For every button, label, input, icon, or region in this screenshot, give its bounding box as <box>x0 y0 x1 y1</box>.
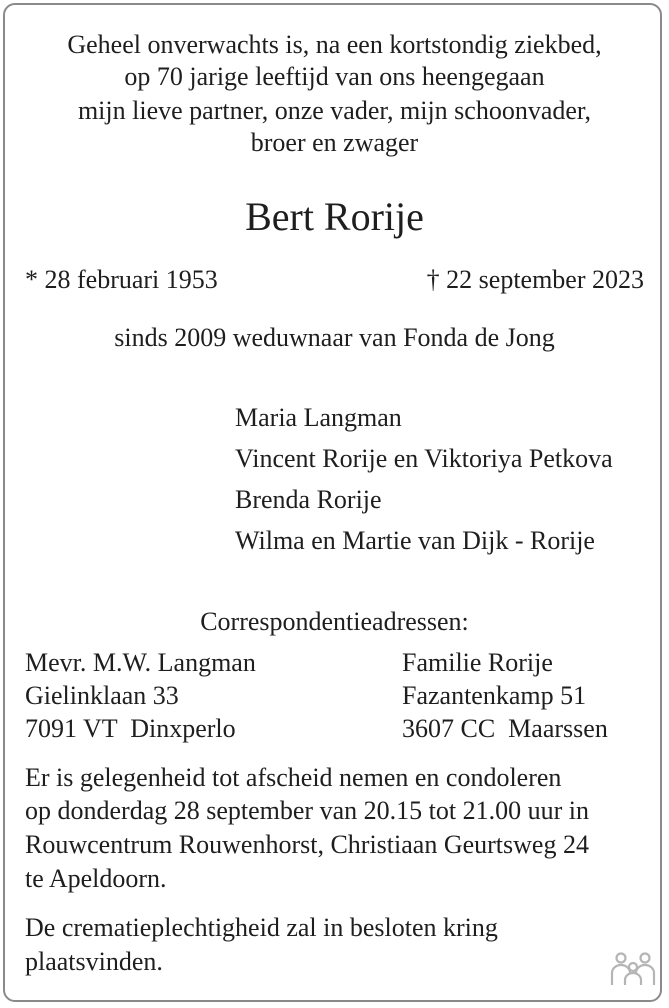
address-right-postal: 3607 CC Maarssen <box>402 714 608 743</box>
address-left-street: Gielinklaan 33 <box>25 681 179 710</box>
death-date: † 22 september 2023 <box>426 265 644 294</box>
relative-3: Brenda Rorije <box>235 485 382 514</box>
address-right-name: Familie Rorije <box>402 648 553 677</box>
condolence-line-1: Er is gelegenheid tot afscheid nemen en condoleren <box>25 763 562 792</box>
relative-1: Maria Langman <box>235 403 402 432</box>
condolence-line-4: te Apeldoorn. <box>25 864 167 893</box>
relative-2: Vincent Rorije en Viktoriya Petkova <box>235 444 613 473</box>
address-left-name: Mevr. M.W. Langman <box>25 648 256 677</box>
intro-line-3: mijn lieve partner, onze vader, mijn schoonvader, <box>77 96 592 125</box>
cremation-line-2: plaatsvinden. <box>25 947 163 976</box>
family-people-icon <box>607 951 659 987</box>
correspondence-heading: Correspondentieadressen: <box>200 607 469 636</box>
address-left-postal: 7091 VT Dinxperlo <box>25 714 236 743</box>
intro-line-2: op 70 jarige leeftijd van ons heengegaan <box>124 62 545 91</box>
widower-note: sinds 2009 weduwnaar van Fonda de Jong <box>114 323 555 352</box>
relative-4: Wilma en Martie van Dijk - Rorije <box>235 526 595 555</box>
birth-date: * 28 februari 1953 <box>25 265 218 294</box>
cremation-line-1: De crematieplechtigheid zal in besloten kring <box>25 913 498 942</box>
deceased-name: Bert Rorije <box>245 194 424 239</box>
condolence-line-2: op donderdag 28 september van 20.15 tot 21.00 uur in <box>25 796 589 825</box>
condolence-line-3: Rouwcentrum Rouwenhorst, Christiaan Geurtsweg 24 <box>25 830 589 859</box>
address-right-street: Fazantenkamp 51 <box>402 681 587 710</box>
intro-line-1: Geheel onverwachts is, na een kortstondig ziekbed, <box>67 30 602 59</box>
intro-line-4: broer en zwager <box>250 128 419 157</box>
